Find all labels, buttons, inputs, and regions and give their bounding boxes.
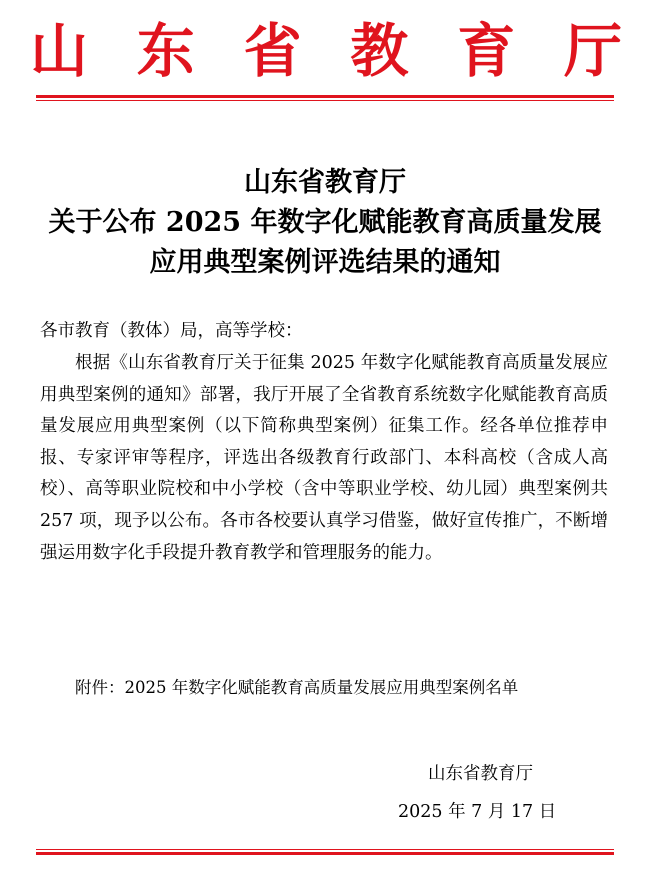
issuer-char: 东 bbox=[136, 17, 195, 85]
header-divider-thin bbox=[36, 100, 614, 101]
title-line-2: 关于公布 2025 年数字化赋能教育高质量发展 bbox=[48, 207, 602, 238]
document-header bbox=[0, 0, 650, 104]
issuer-char: 育 bbox=[457, 17, 516, 85]
header-divider-thick bbox=[36, 95, 614, 98]
footer-divider-thick bbox=[36, 852, 614, 855]
issuer-red-title bbox=[30, 14, 622, 88]
issuer-char: 山 bbox=[30, 17, 89, 85]
issuer-char: 省 bbox=[243, 17, 302, 85]
body-paragraph: 根据《山东省教育厅关于征集 2025 年数字化赋能教育高质量发展应用典型案例的通知》部署，我厅开展了全省教育系统数字化赋能教育高质量发展应用典型案例（以下简称典型案例）征集工作。经各单位推荐申报、专家评审等程序，评选出各级教育行政部门、本科高校（含成人高校）、高等职业院校和中小学校（含中等职业学校、幼儿园）典型案例共 257 项，现予以公布。各市各校要认真学习借鉴，做好宣传推广，不断增强运用数字化手段提升教育教学和管理服务的能力。 bbox=[40, 353, 608, 563]
title-line-1: 山东省教育厅 bbox=[244, 167, 406, 198]
issuer-char: 厅 bbox=[563, 17, 622, 85]
issuer-char: 教 bbox=[350, 17, 409, 85]
salutation: 各市教育（教体）局，高等学校： bbox=[40, 321, 303, 341]
footer-divider-thin bbox=[36, 849, 614, 850]
title-line-3: 应用典型案例评选结果的通知 bbox=[149, 247, 501, 278]
signature-date: 2025 年 7 月 17 日 bbox=[398, 802, 557, 822]
document-title bbox=[30, 163, 620, 283]
signature-issuer: 山东省教育厅 bbox=[428, 764, 533, 784]
attachment-line: 附件：2025 年数字化赋能教育高质量发展应用典型案例名单 bbox=[75, 678, 519, 697]
